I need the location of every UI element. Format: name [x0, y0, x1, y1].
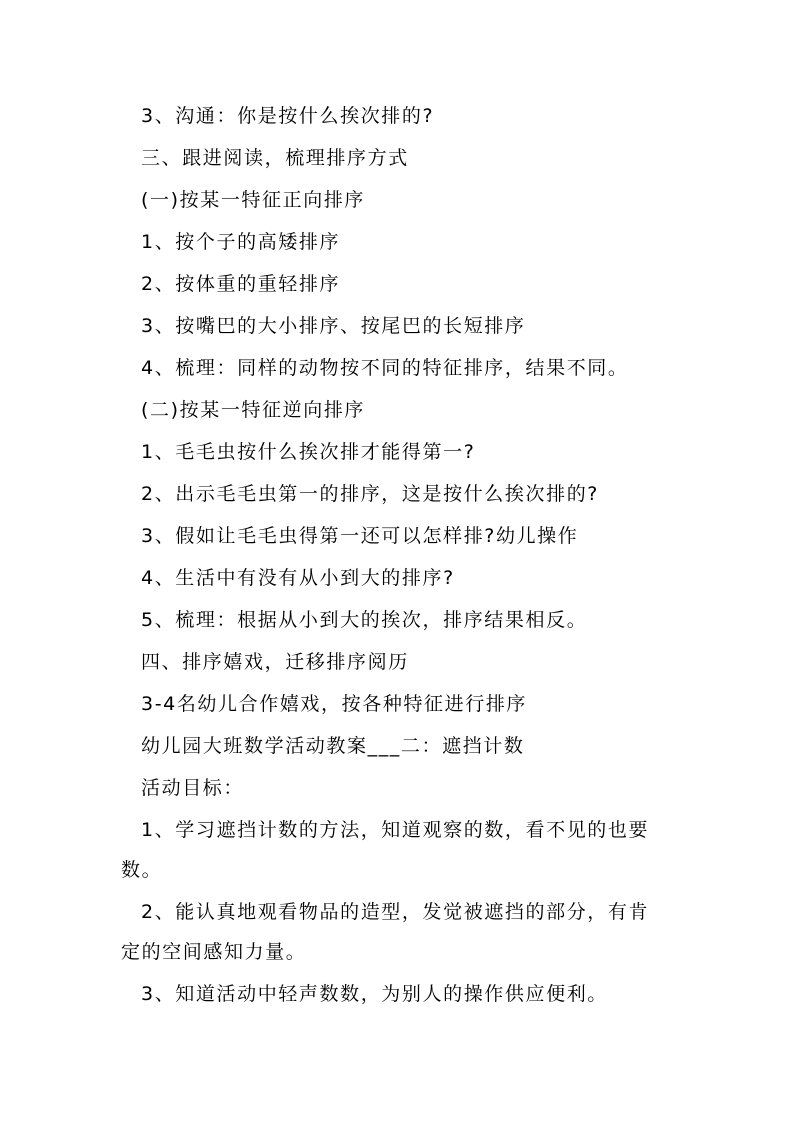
paragraph-line: 3、沟通：你是按什么挨次排的? — [141, 105, 435, 127]
paragraph-line: 3-4名幼儿合作嬉戏，按各种特征进行排序 — [141, 693, 528, 715]
paragraph-line-continuation: 定的空间感知力量。 — [121, 941, 307, 963]
section-heading: 四、排序嬉戏，迁移排序阅历 — [141, 651, 409, 673]
paragraph-line: 1、毛毛虫按什么挨次排才能得第一? — [141, 441, 476, 463]
paragraph-line: 1、学习遮挡计数的方法，知道观察的数，看不见的也要 — [141, 819, 650, 841]
paragraph-line: 4、生活中有没有从小到大的排序? — [141, 567, 455, 589]
paragraph-line: 2、按体重的重轻排序 — [141, 273, 341, 295]
paragraph-line: 5、梳理：根据从小到大的挨次，排序结果相反。 — [141, 609, 588, 631]
paragraph-line: 2、能认真地观看物品的造型，发觉被遮挡的部分，有肯 — [141, 901, 650, 923]
paragraph-line: 2、出示毛毛虫第一的排序，这是按什么挨次排的? — [141, 483, 599, 505]
paragraph-line: 3、假如让毛毛虫得第一还可以怎样排?幼儿操作 — [141, 525, 579, 547]
document-title: 幼儿园大班数学活动教案___二：遮挡计数 — [141, 735, 525, 757]
paragraph-line: 3、按嘴巴的大小排序、按尾巴的长短排序 — [141, 315, 526, 337]
subsection-heading: (一)按某一特征正向排序 — [141, 189, 366, 211]
paragraph-line-continuation: 数。 — [121, 859, 163, 881]
paragraph-line: 1、按个子的高矮排序 — [141, 231, 341, 253]
section-heading: 三、跟进阅读，梳理排序方式 — [141, 147, 409, 169]
subsection-heading: (二)按某一特征逆向排序 — [141, 399, 366, 421]
section-heading: 活动目标： — [141, 777, 245, 799]
paragraph-line: 3、知道活动中轻声数数，为别人的操作供应便利。 — [141, 983, 608, 1005]
paragraph-line: 4、梳理：同样的动物按不同的特征排序，结果不同。 — [141, 357, 629, 379]
